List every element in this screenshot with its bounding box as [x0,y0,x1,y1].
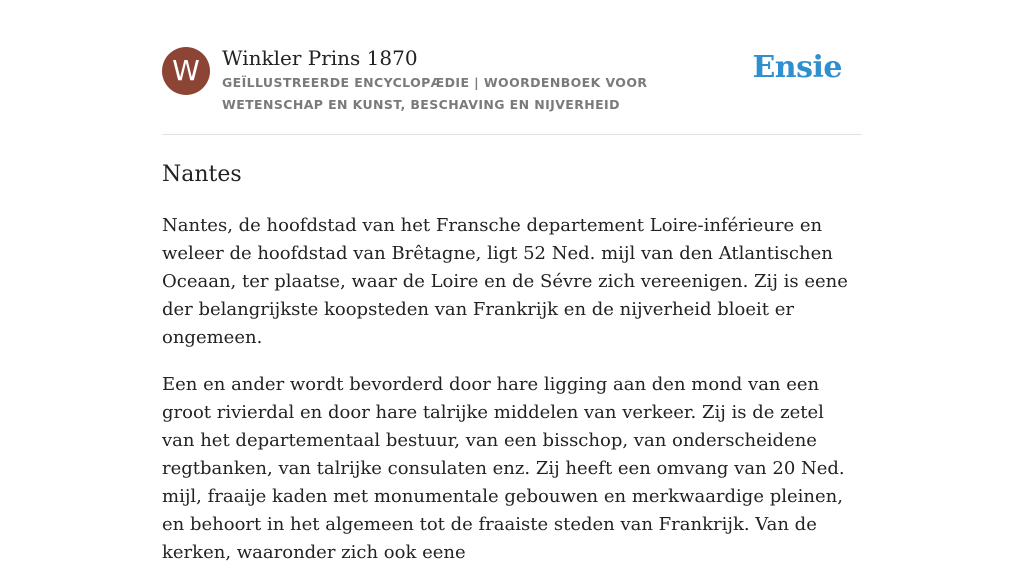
source-avatar[interactable]: W [162,47,210,95]
page [162,0,862,563]
source-title[interactable]: Winkler Prins 1870 [222,46,418,70]
header [162,0,862,135]
ensie-logo[interactable]: Ensie [752,50,842,85]
article-title: Nantes [162,162,242,187]
source-subtitle: GEÏLLUSTREERDE ENCYCLOPÆDIE | WOORDENBOEK VOOR WETENSCHAP EN KUNST, BESCHAVING EN NIJVERHEID [222,75,648,112]
source-info [222,45,752,116]
article-paragraph: Een en ander wordt bevorderd door hare ligging aan den mond van een groot rivierdal en door hare talrijke middelen van verkeer. Zij is de zetel van het departementaal bestuur, van een bisschop, van onderscheidene regtbanken, van talrijke consulaten enz. Zij heeft een omvang van 20 Ned. mijl, fraaije kaden met monumentale gebouwen en merkwaardige pleinen, en behoort in het algemeen tot de fraaiste steden van Frankrijk. Van de kerken, waaronder zich ook eene [162,374,845,563]
article-body [162,212,862,586]
article-paragraph: Nantes, de hoofdstad van het Fransche departement Loire-inférieure en weleer de hoofdstad van Brêtagne, ligt 52 Ned. mijl van den Atlantischen Oceaan, ter plaatse, waar de Loire en de Sévre zich vereenigen. Zij is eene der belangrijkste koopsteden van Frankrijk en de nijverheid bloeit er ongemeen. [162,215,848,348]
